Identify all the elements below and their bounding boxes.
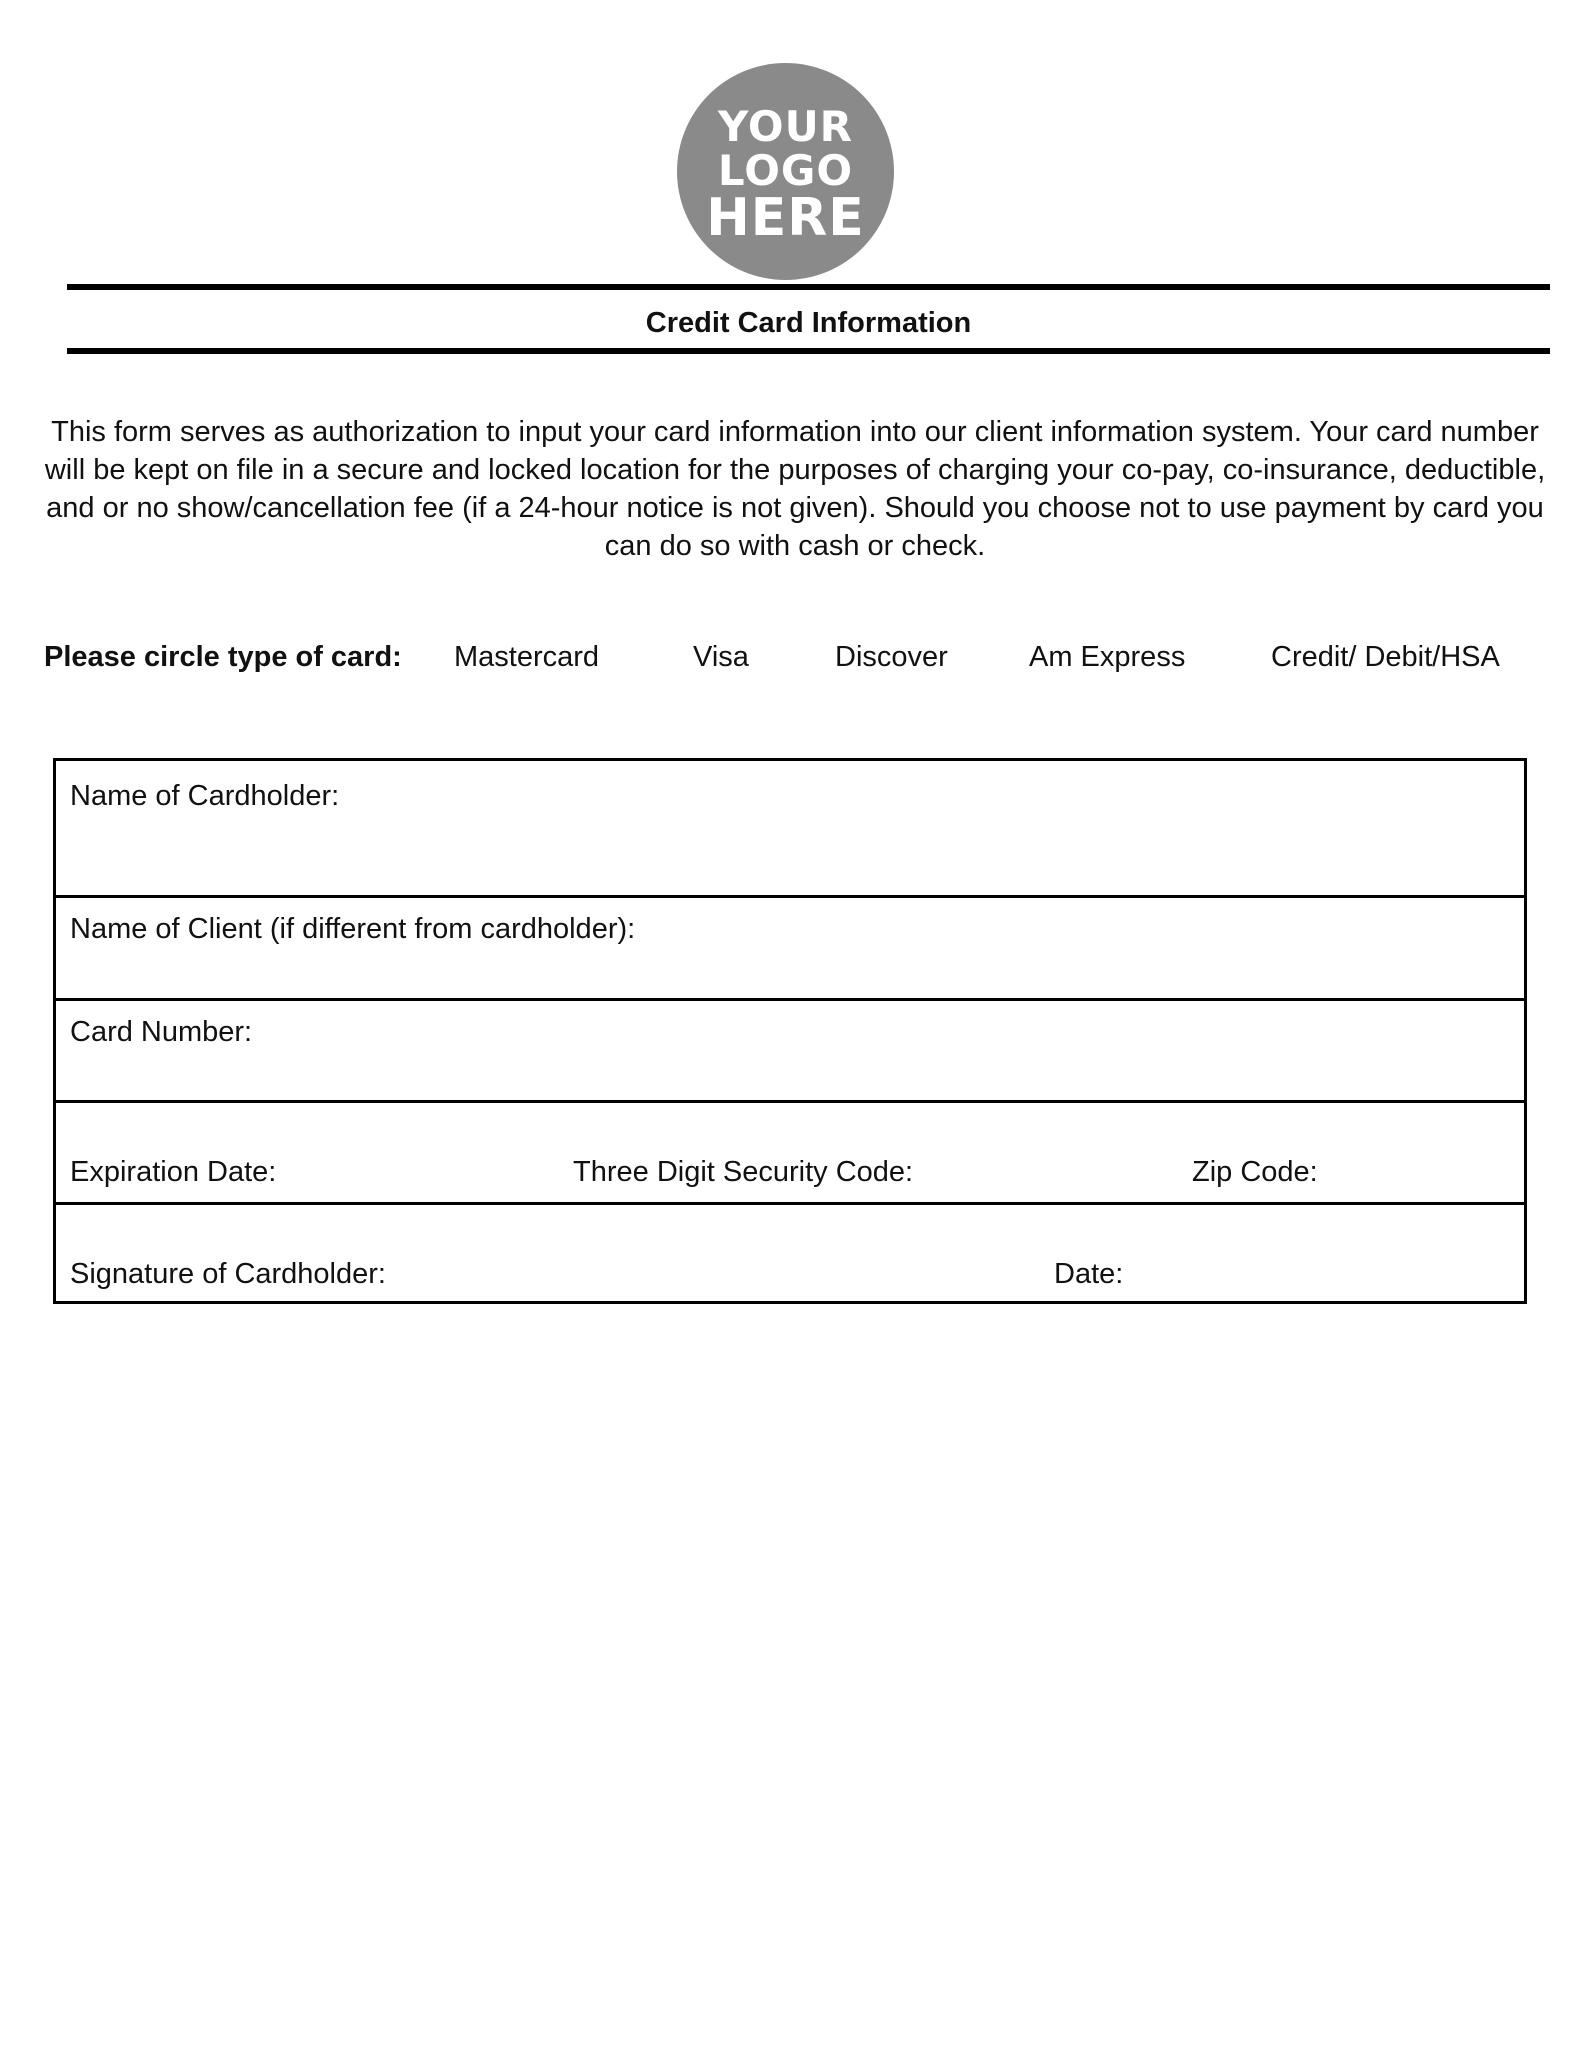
- header-top-rule: [67, 284, 1550, 290]
- signature-label: Signature of Cardholder:: [70, 1258, 386, 1290]
- logo-line-3: HERE: [706, 187, 865, 248]
- card-option-discover[interactable]: Discover: [835, 641, 948, 673]
- card-option-mastercard[interactable]: Mastercard: [454, 641, 600, 673]
- card-option-am-express[interactable]: Am Express: [1029, 641, 1186, 673]
- client-name-label: Name of Client (if different from cardholder):: [70, 913, 636, 945]
- client-name-row[interactable]: [56, 898, 1524, 1001]
- card-option-credit-debit-hsa[interactable]: Credit/ Debit/HSA: [1271, 641, 1500, 673]
- logo-line-1: YOUR: [717, 101, 854, 151]
- cardholder-name-label: Name of Cardholder:: [70, 780, 340, 812]
- expiration-date-label: Expiration Date:: [70, 1156, 277, 1188]
- section-title: Credit Card Information: [645, 307, 972, 339]
- company-logo: [677, 63, 894, 280]
- zip-code-label: Zip Code:: [1192, 1156, 1318, 1188]
- authorization-paragraph: This form serves as authorization to input your card information into our client information system. Your card number will be kept on file in a secure and locked location for the purposes of charging your co-pay, co-insurance, deductible, and or no show/cancellation fee (if a 24-hour notice is not given). Should you choose not to use payment by card you can do so with cash or check.: [44, 416, 1546, 562]
- date-label: Date:: [1054, 1258, 1124, 1290]
- logo-line-2: LOGO: [717, 145, 854, 195]
- card-details-row: [56, 1103, 1524, 1205]
- header-bottom-rule: [67, 348, 1550, 354]
- signature-row: [56, 1205, 1524, 1301]
- cardholder-name-row[interactable]: [56, 761, 1524, 898]
- card-option-visa[interactable]: Visa: [693, 641, 749, 673]
- card-type-prompt: Please circle type of card:: [44, 641, 402, 673]
- cardholder-form-table: [53, 758, 1527, 1304]
- card-number-row[interactable]: [56, 1001, 1524, 1103]
- security-code-label: Three Digit Security Code:: [573, 1156, 914, 1188]
- card-number-label: Card Number:: [70, 1016, 253, 1048]
